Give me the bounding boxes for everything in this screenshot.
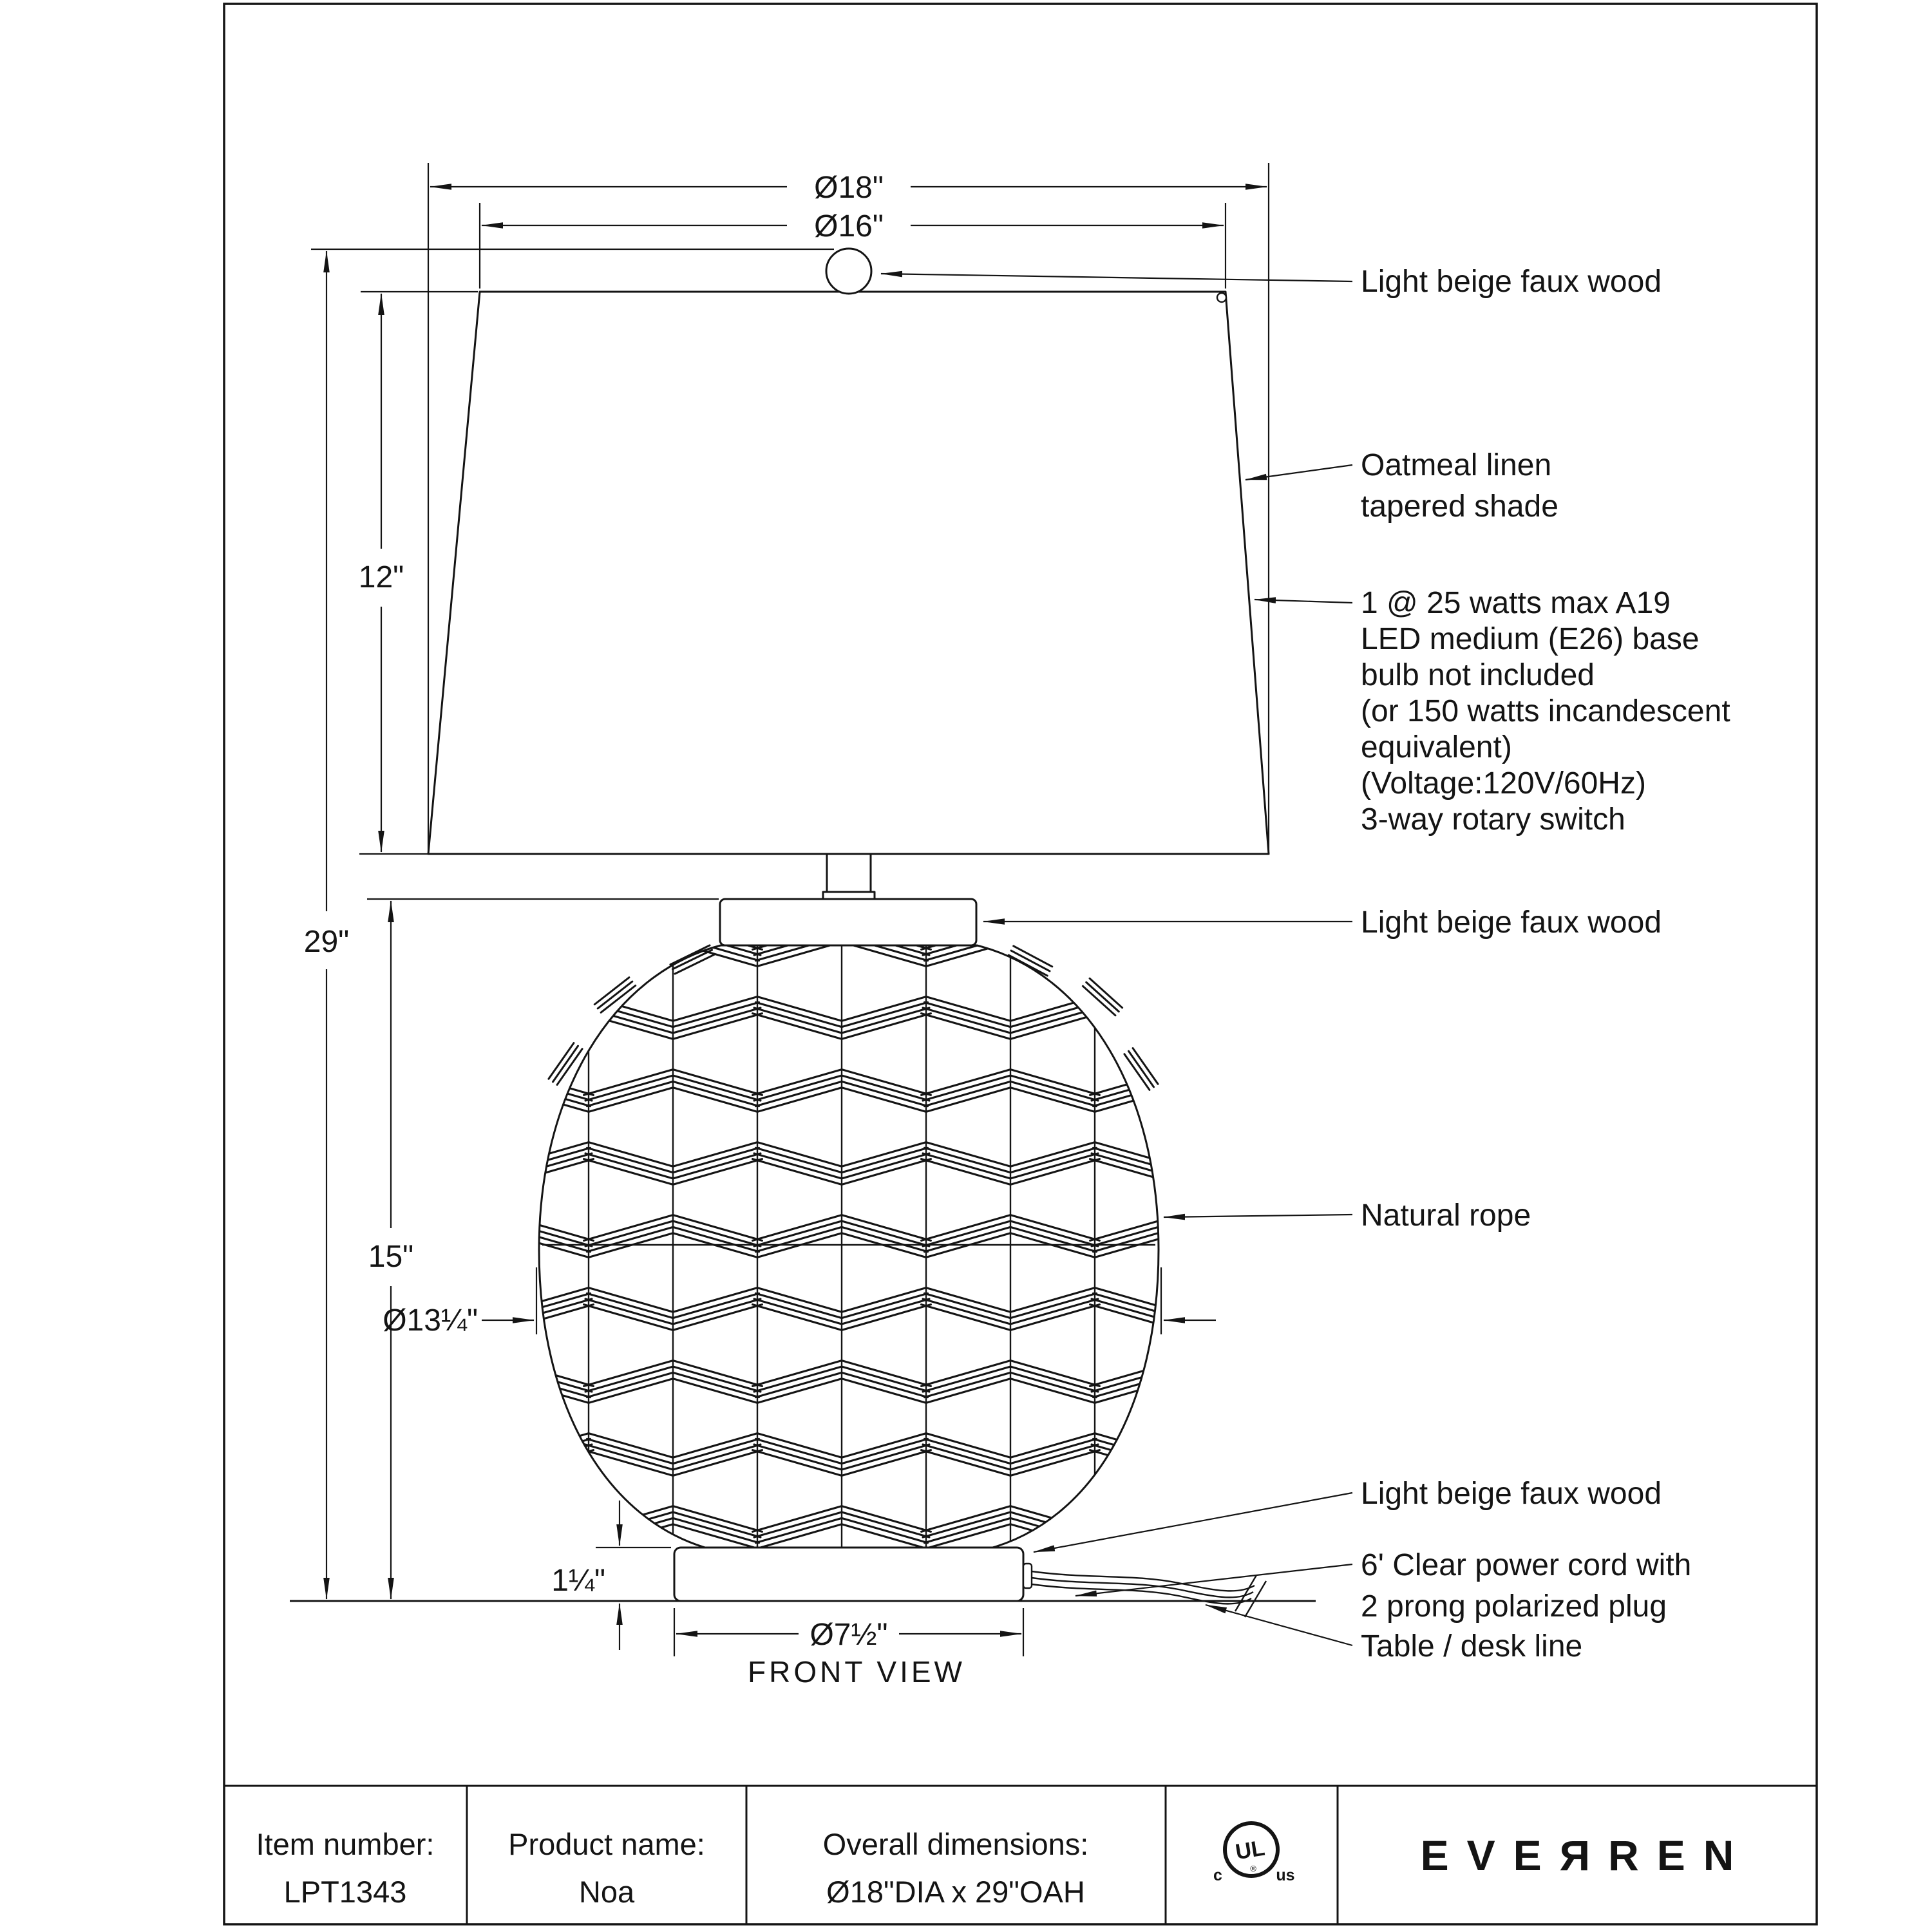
label-bulb-3: bulb not included [1361,658,1595,692]
label-bulb-4: (or 150 watts incandescent [1361,694,1730,728]
label-shade-2: tapered shade [1361,489,1558,524]
item-number-label: Item number: [256,1827,435,1861]
cord-exit [1023,1564,1032,1588]
ul-us-mark: us [1276,1866,1295,1884]
dim-label-18: Ø18" [814,171,884,205]
dim-label-16: Ø16" [814,209,884,243]
dim-label-1-25: 1¼" [551,1564,605,1598]
label-shade-1: Oatmeal linen [1361,448,1552,482]
item-number-value: LPT1343 [283,1875,407,1909]
label-bulb-5: equivalent) [1361,730,1512,764]
dim-label-29: 29" [303,925,350,959]
overall-dimensions-value: Ø18"DIA x 29"OAH [826,1875,1085,1909]
rope-weave [515,927,1185,1571]
label-cap: Light beige faux wood [1361,905,1662,940]
ul-registered-mark: ® [1250,1864,1256,1873]
wood-cap [720,899,976,945]
wood-base [674,1548,1032,1601]
label-bulb-6: (Voltage:120V/60Hz) [1361,766,1646,800]
label-bulb-7: 3-way rotary switch [1361,802,1625,837]
label-cord-2: 2 prong polarized plug [1361,1589,1667,1624]
ul-letters: UL [1233,1835,1267,1865]
product-name-value: Noa [578,1875,635,1909]
finial [826,249,871,294]
overall-dimensions-label: Overall dimensions: [822,1827,1089,1861]
label-bulb-1: 1 @ 25 watts max A19 [1361,586,1671,620]
label-rope: Natural rope [1361,1198,1531,1233]
view-label: FRONT VIEW [748,1655,965,1689]
label-finial: Light beige faux wood [1361,265,1662,299]
label-bulb-2: LED medium (E26) base [1361,622,1700,656]
shade-rivet [1217,293,1226,302]
dim-label-7-5: Ø7½" [810,1618,888,1652]
rope-body [515,927,1185,1571]
dim-label-15: 15" [368,1240,414,1274]
product-name-label: Product name: [508,1827,705,1861]
label-table-line: Table / desk line [1361,1629,1583,1663]
label-base: Light beige faux wood [1361,1477,1662,1511]
dim-label-13-25: Ø13¼" [383,1303,478,1338]
label-cord-1: 6' Clear power cord with [1361,1548,1692,1582]
dim-label-12: 12" [358,560,404,594]
ul-c-mark: c [1213,1866,1222,1884]
brand-logo: EVEЯREN [1420,1832,1752,1879]
